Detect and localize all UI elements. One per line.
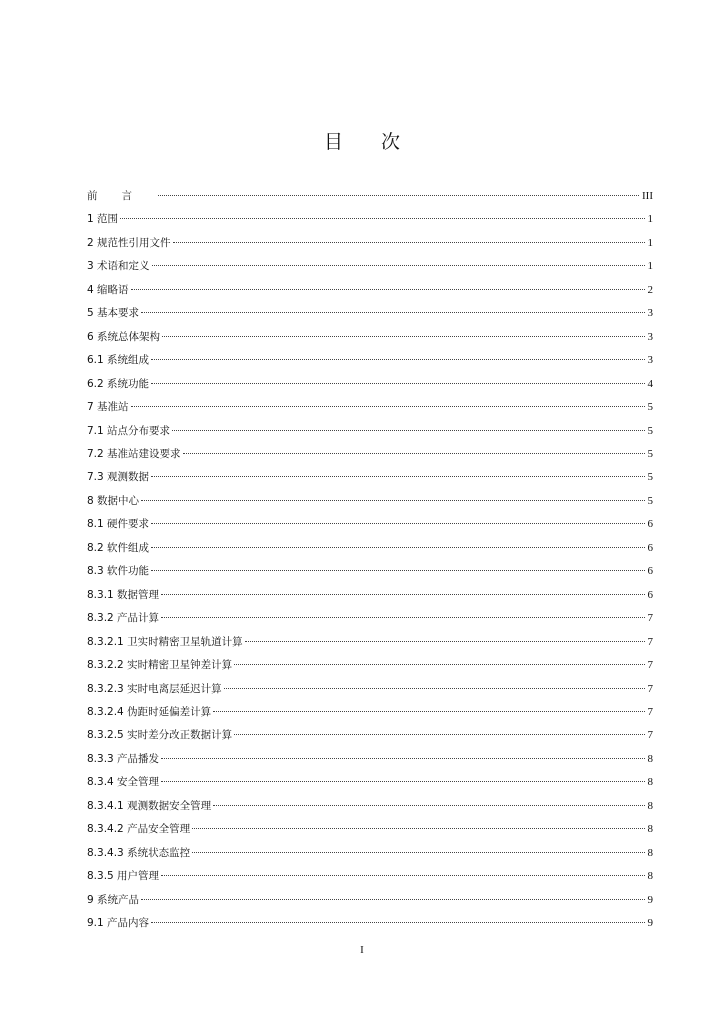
toc-dot-leader — [151, 570, 644, 571]
toc-entry-page: 1 — [647, 236, 653, 249]
toc-dot-leader — [151, 922, 644, 923]
toc-entry-label: 8.3.3 产品播发 — [87, 752, 160, 765]
toc-entry[interactable] — [87, 255, 653, 278]
toc-dot-leader — [234, 664, 644, 665]
toc-entry[interactable] — [87, 420, 653, 443]
toc-dot-leader — [151, 547, 644, 548]
toc-entry-page: 5 — [647, 424, 653, 437]
toc-entry[interactable] — [87, 771, 653, 794]
toc-dot-leader — [151, 523, 644, 524]
toc-entry[interactable] — [87, 443, 653, 466]
toc-dot-leader — [141, 500, 644, 501]
toc-dot-leader — [151, 359, 644, 360]
toc-entry[interactable] — [87, 208, 653, 231]
toc-entry-label: 8.3.4 安全管理 — [87, 776, 160, 789]
toc-dot-leader — [192, 828, 644, 829]
toc-entry-page: 5 — [647, 401, 653, 414]
page-number: I — [360, 944, 364, 956]
toc-entry-page: 7 — [647, 729, 653, 742]
toc-entry[interactable] — [87, 748, 653, 771]
toc-entry-label: 8.3.2.1 卫实时精密卫星轨道计算 — [87, 635, 243, 648]
toc-entry[interactable] — [87, 537, 653, 560]
toc-entry-page: 4 — [647, 377, 653, 390]
toc-entry[interactable] — [87, 326, 653, 349]
toc-entry-page: 7 — [647, 705, 653, 718]
toc-entry-label: 8.3.2.4 伪距时延偏差计算 — [87, 705, 212, 718]
toc-entry-label: 8.3.5 用户管理 — [87, 870, 160, 883]
toc-dot-leader — [213, 711, 644, 712]
toc-dot-leader — [245, 641, 645, 642]
toc-entry[interactable] — [87, 795, 653, 818]
toc-entry-label: 8.3.2 产品计算 — [87, 612, 160, 625]
toc-entry-page: 3 — [647, 354, 653, 367]
toc-entry-page: 5 — [647, 447, 653, 460]
toc-entry[interactable] — [87, 631, 653, 654]
toc-dot-leader — [131, 406, 645, 407]
toc-dot-leader — [224, 688, 645, 689]
toc-entry-label: 3 术语和定义 — [87, 260, 150, 273]
toc-entry-page: 3 — [647, 330, 653, 343]
toc-dot-leader — [120, 218, 644, 219]
toc-entry[interactable] — [87, 724, 653, 747]
toc-dot-leader — [183, 453, 645, 454]
toc-entry[interactable] — [87, 889, 653, 912]
toc-dot-leader — [162, 336, 644, 337]
toc-entry[interactable] — [87, 678, 653, 701]
toc-entry-page: 3 — [647, 307, 653, 320]
toc-dot-leader — [151, 383, 644, 384]
toc-dot-leader — [161, 594, 644, 595]
toc-entry-label: 7.3 观测数据 — [87, 471, 150, 484]
toc-entry[interactable] — [87, 185, 653, 208]
toc-entry[interactable] — [87, 490, 653, 513]
toc-entry[interactable] — [87, 396, 653, 419]
toc-entry-page: 9 — [647, 893, 653, 906]
toc-entry[interactable] — [87, 584, 653, 607]
toc-entry[interactable] — [87, 654, 653, 677]
toc-entry-page: 6 — [647, 541, 653, 554]
toc-dot-leader — [213, 805, 644, 806]
toc-entry[interactable] — [87, 373, 653, 396]
toc-entry-label: 6 系统总体架构 — [87, 330, 161, 343]
toc-entry-page: 2 — [647, 283, 653, 296]
toc-entry[interactable] — [87, 513, 653, 536]
toc-entry-label: 7.1 站点分布要求 — [87, 424, 171, 437]
toc-entry-label: 前言 — [87, 190, 156, 202]
toc-entry-label: 8.3.2.2 实时精密卫星钟差计算 — [87, 659, 233, 672]
toc-entry-label: 6.1 系统组成 — [87, 354, 150, 367]
toc-entry[interactable] — [87, 302, 653, 325]
toc-dot-leader — [172, 430, 644, 431]
toc-entry-page: 7 — [647, 635, 653, 648]
toc-entry[interactable] — [87, 466, 653, 489]
toc-entry[interactable] — [87, 279, 653, 302]
toc-dot-leader — [141, 312, 644, 313]
toc-entry-label: 8.3.4.2 产品安全管理 — [87, 823, 191, 836]
toc-entry-page: 1 — [647, 213, 653, 226]
toc-dot-leader — [234, 734, 644, 735]
toc-entry-label: 6.2 系统功能 — [87, 377, 150, 390]
toc-entry-page: 8 — [647, 870, 653, 883]
toc-entry-label: 1 范围 — [87, 213, 119, 226]
toc-entry-page: 5 — [647, 494, 653, 507]
toc-dot-leader — [192, 852, 644, 853]
toc-entry-page: 1 — [647, 260, 653, 273]
toc-dot-leader — [131, 289, 645, 290]
toc-entry[interactable] — [87, 232, 653, 255]
toc-entry-page: 8 — [647, 799, 653, 812]
toc-dot-leader — [161, 617, 644, 618]
toc-entry-label: 9 系统产品 — [87, 893, 140, 906]
toc-entry[interactable] — [87, 607, 653, 630]
toc-entry-label: 7 基准站 — [87, 401, 129, 414]
toc-dot-leader — [161, 781, 644, 782]
toc-entry[interactable] — [87, 560, 653, 583]
toc-entry-page: 8 — [647, 752, 653, 765]
toc-entry[interactable] — [87, 842, 653, 865]
toc-entry-label: 5 基本要求 — [87, 307, 140, 320]
toc-dot-leader — [152, 265, 645, 266]
toc-entry-label: 8.1 硬件要求 — [87, 518, 150, 531]
toc-dot-leader — [141, 899, 644, 900]
toc-entry[interactable] — [87, 701, 653, 724]
toc-entry-label: 8.2 软件组成 — [87, 541, 150, 554]
toc-entry-label: 8.3.2.3 实时电离层延迟计算 — [87, 682, 222, 695]
toc-entry-label: 7.2 基准站建设要求 — [87, 447, 181, 460]
toc-entry-label: 2 规范性引用文件 — [87, 236, 171, 249]
toc-entry-label: 8.3.2.5 实时差分改正数据计算 — [87, 729, 233, 742]
toc-list — [87, 185, 653, 936]
toc-entry-page: 6 — [647, 565, 653, 578]
toc-entry-page: 6 — [647, 588, 653, 601]
toc-entry-page: 8 — [647, 823, 653, 836]
toc-entry[interactable] — [87, 912, 653, 935]
toc-entry-label: 8 数据中心 — [87, 494, 140, 507]
toc-entry-label: 8.3.4.1 观测数据安全管理 — [87, 799, 212, 812]
toc-entry-page: 6 — [647, 518, 653, 531]
toc-entry-page: 5 — [647, 471, 653, 484]
toc-entry-label: 8.3 软件功能 — [87, 565, 150, 578]
toc-dot-leader — [161, 875, 644, 876]
toc-entry-page: 8 — [647, 846, 653, 859]
toc-dot-leader — [151, 476, 644, 477]
toc-entry[interactable] — [87, 349, 653, 372]
toc-dot-leader — [158, 195, 639, 196]
toc-entry-label: 8.3.4.3 系统状态监控 — [87, 846, 191, 859]
toc-dot-leader — [161, 758, 644, 759]
toc-entry-label: 8.3.1 数据管理 — [87, 588, 160, 601]
toc-entry[interactable] — [87, 818, 653, 841]
toc-entry-page: 7 — [647, 659, 653, 672]
toc-entry[interactable] — [87, 865, 653, 888]
toc-entry-page: 9 — [647, 917, 653, 930]
toc-title: 目次 — [323, 131, 438, 153]
toc-entry-page: 7 — [647, 682, 653, 695]
toc-dot-leader — [173, 242, 645, 243]
toc-entry-label: 9.1 产品内容 — [87, 917, 150, 930]
toc-entry-page: III — [642, 190, 653, 202]
toc-entry-page: 7 — [647, 612, 653, 625]
toc-entry-page: 8 — [647, 776, 653, 789]
toc-entry-label: 4 缩略语 — [87, 283, 129, 296]
